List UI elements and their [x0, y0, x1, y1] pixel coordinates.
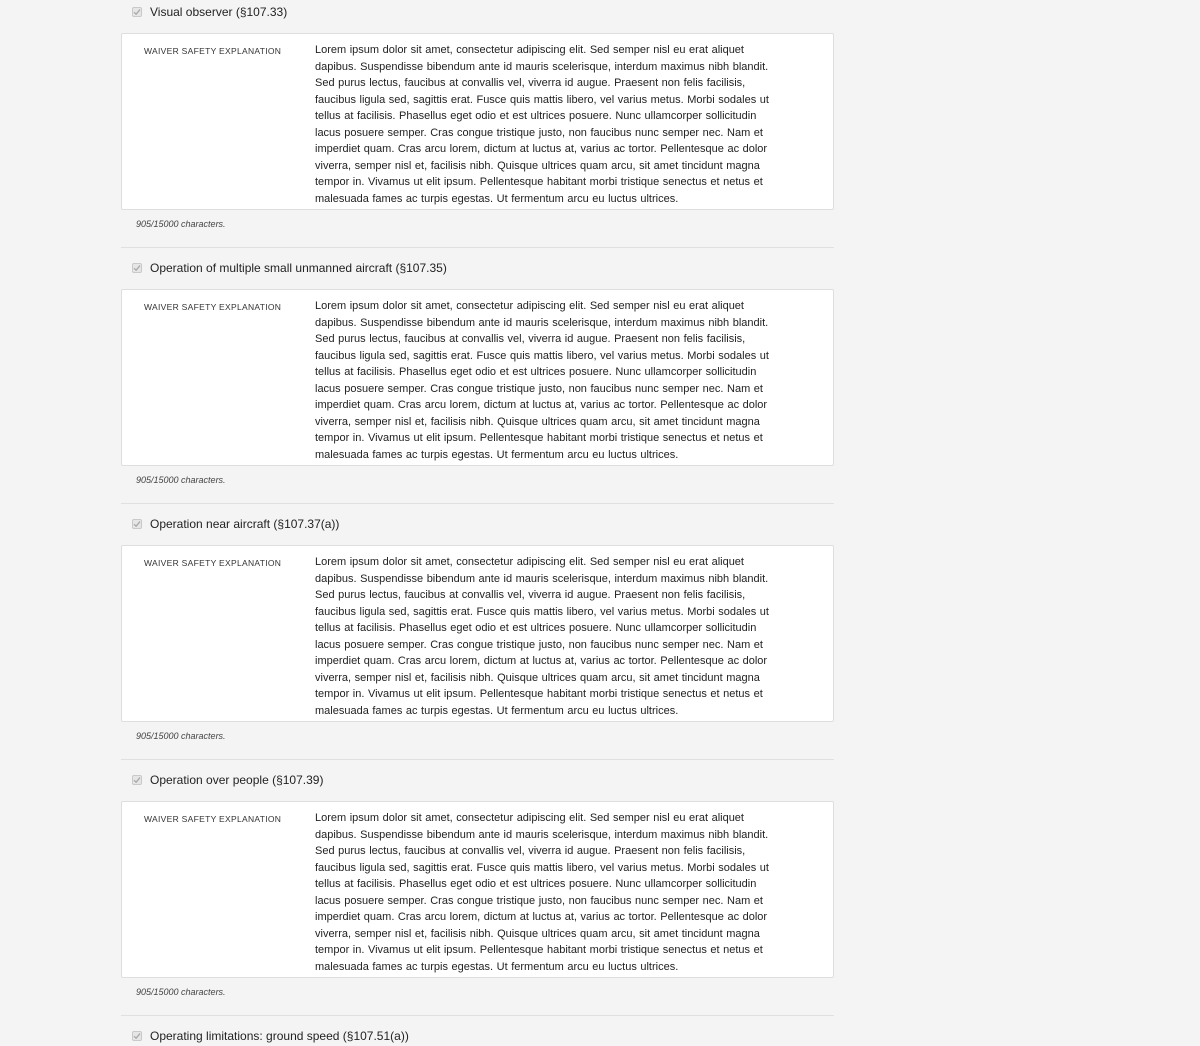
waiver-checkbox[interactable]: [132, 7, 142, 17]
waiver-header: [132, 259, 447, 277]
waiver-sections: [121, 0, 834, 1046]
check-icon: [133, 264, 141, 272]
explanation-text[interactable]: Lorem ipsum dolor sit amet, consectetur adipiscing elit. Sed semper nisl eu erat aliquet dapibus. Suspendisse bibendum ante id mauris scelerisque, interdum maximus nibh blandit. Sed purus lectus, faucibus at convallis vel, viverra id augue. Praesent non felis facilisis, faucibus ligula sed, sagittis erat. Fusce quis mattis libero, vel varius metus. Morbi sodales ut tellus at facilisis. Phasellus eget odio et est ultrices posuere. Nunc ullamcorper sollicitudin lacus posuere semper. Cras congue tristique justo, non faucibus nunc semper nec. Nam et imperdiet quam. Cras arcu lorem, dictum at luctus at, varius ac tortor. Pellentesque ac dolor viverra, semper nisl et, facilisis nibh. Quisque ultrices quam arcu, sit amet tincidunt magna tempor in. Vivamus ut elit ipsum. Pellentesque habitant morbi tristique senectus et netus et malesuada fames ac turpis egestas. Ut fermentum arcu eu luctus ultrices.: [315, 44, 769, 205]
waiver-title[interactable]: Operation near aircraft (§107.37(a)): [150, 517, 340, 531]
explanation-field[interactable]: [121, 545, 834, 722]
waiver-title[interactable]: Operation of multiple small unmanned aircraft (§107.35): [150, 261, 447, 275]
check-icon: [133, 776, 141, 784]
waiver-checkbox[interactable]: [132, 775, 142, 785]
field-label: WAIVER SAFETY EXPLANATION: [144, 46, 282, 56]
waiver-header: [132, 1027, 409, 1045]
field-label: WAIVER SAFETY EXPLANATION: [144, 558, 282, 568]
character-count: 905/15000 characters.: [136, 987, 226, 997]
waiver-header: [132, 515, 339, 533]
explanation-text[interactable]: Lorem ipsum dolor sit amet, consectetur adipiscing elit. Sed semper nisl eu erat aliquet dapibus. Suspendisse bibendum ante id mauris scelerisque, interdum maximus nibh blandit. Sed purus lectus, faucibus at convallis vel, viverra id augue. Praesent non felis facilisis, faucibus ligula sed, sagittis erat. Fusce quis mattis libero, vel varius metus. Morbi sodales ut tellus at facilisis. Phasellus eget odio et est ultrices posuere. Nunc ullamcorper sollicitudin lacus posuere semper. Cras congue tristique justo, non faucibus nunc semper nec. Nam et imperdiet quam. Cras arcu lorem, dictum at luctus at, varius ac tortor. Pellentesque ac dolor viverra, semper nisl et, facilisis nibh. Quisque ultrices quam arcu, sit amet tincidunt magna tempor in. Vivamus ut elit ipsum. Pellentesque habitant morbi tristique senectus et netus et malesuada fames ac turpis egestas. Ut fermentum arcu eu luctus ultrices.: [315, 556, 769, 717]
waiver-header: [132, 3, 287, 21]
waiver-section-over-people: [121, 768, 834, 1024]
waiver-title[interactable]: Operation over people (§107.39): [150, 773, 324, 787]
character-count: 905/15000 characters.: [136, 219, 226, 229]
waiver-title[interactable]: Operating limitations: ground speed (§107.51(a)): [150, 1029, 409, 1043]
waiver-section-multiple-aircraft: [121, 256, 834, 512]
waiver-section-visual-observer: [121, 0, 834, 256]
section-divider: [121, 503, 834, 504]
check-icon: [133, 8, 141, 16]
field-label: WAIVER SAFETY EXPLANATION: [144, 302, 282, 312]
section-divider: [121, 247, 834, 248]
waiver-section-near-aircraft: [121, 512, 834, 768]
character-count: 905/15000 characters.: [136, 475, 226, 485]
waiver-checkbox[interactable]: [132, 519, 142, 529]
explanation-text[interactable]: Lorem ipsum dolor sit amet, consectetur adipiscing elit. Sed semper nisl eu erat aliquet dapibus. Suspendisse bibendum ante id mauris scelerisque, interdum maximus nibh blandit. Sed purus lectus, faucibus at convallis vel, viverra id augue. Praesent non felis facilisis, faucibus ligula sed, sagittis erat. Fusce quis mattis libero, vel varius metus. Morbi sodales ut tellus at facilisis. Phasellus eget odio et est ultrices posuere. Nunc ullamcorper sollicitudin lacus posuere semper. Cras congue tristique justo, non faucibus nunc semper nec. Nam et imperdiet quam. Cras arcu lorem, dictum at luctus at, varius ac tortor. Pellentesque ac dolor viverra, semper nisl et, facilisis nibh. Quisque ultrices quam arcu, sit amet tincidunt magna tempor in. Vivamus ut elit ipsum. Pellentesque habitant morbi tristique senectus et netus et malesuada fames ac turpis egestas. Ut fermentum arcu eu luctus ultrices.: [315, 300, 769, 461]
waiver-checkbox[interactable]: [132, 1031, 142, 1041]
check-icon: [133, 1032, 141, 1040]
waiver-title[interactable]: Visual observer (§107.33): [150, 5, 288, 19]
explanation-text[interactable]: Lorem ipsum dolor sit amet, consectetur adipiscing elit. Sed semper nisl eu erat aliquet dapibus. Suspendisse bibendum ante id mauris scelerisque, interdum maximus nibh blandit. Sed purus lectus, faucibus at convallis vel, viverra id augue. Praesent non felis facilisis, faucibus ligula sed, sagittis erat. Fusce quis mattis libero, vel varius metus. Morbi sodales ut tellus at facilisis. Phasellus eget odio et est ultrices posuere. Nunc ullamcorper sollicitudin lacus posuere semper. Cras congue tristique justo, non faucibus nunc semper nec. Nam et imperdiet quam. Cras arcu lorem, dictum at luctus at, varius ac tortor. Pellentesque ac dolor viverra, semper nisl et, facilisis nibh. Quisque ultrices quam arcu, sit amet tincidunt magna tempor in. Vivamus ut elit ipsum. Pellentesque habitant morbi tristique senectus et netus et malesuada fames ac turpis egestas. Ut fermentum arcu eu luctus ultrices.: [315, 812, 769, 973]
waiver-checkbox[interactable]: [132, 263, 142, 273]
field-label: WAIVER SAFETY EXPLANATION: [144, 814, 282, 824]
check-icon: [133, 520, 141, 528]
explanation-field[interactable]: [121, 33, 834, 210]
section-divider: [121, 759, 834, 760]
character-count: 905/15000 characters.: [136, 731, 226, 741]
section-divider: [121, 1015, 834, 1016]
explanation-field[interactable]: [121, 289, 834, 466]
waiver-header: [132, 771, 323, 789]
waiver-section-ground-speed: [121, 1024, 834, 1046]
explanation-field[interactable]: [121, 801, 834, 978]
